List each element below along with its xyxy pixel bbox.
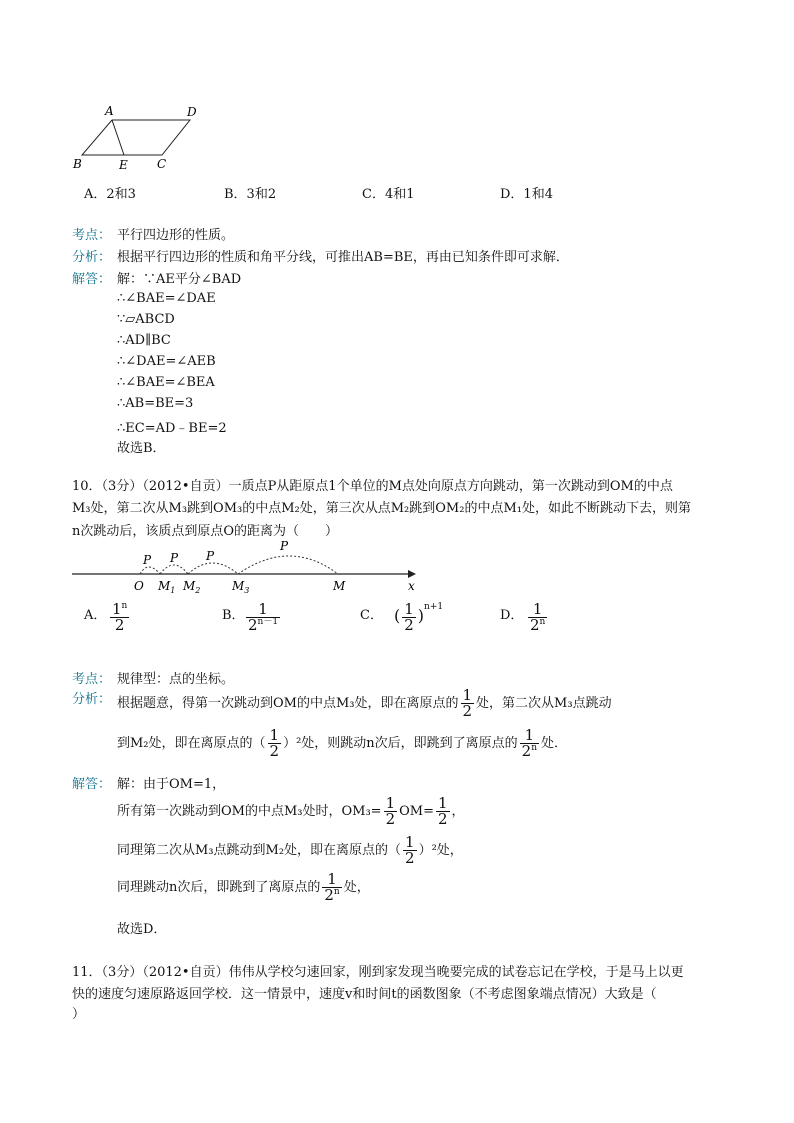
q10-option-d-letter: D． (500, 608, 524, 623)
q10-stem-line2: M₃处，第二次从M₃跳到OM₃的中点M₂处，第三次从点M₂跳到OM₂的中点M₁处，如此不断跳动下去，则第 (72, 501, 691, 516)
q10-solution-step3: 同理第二次从M₃点跳动到M₂处，即在离原点的（ $\frac{1}{2}$ ）²处， (117, 833, 463, 867)
q9-step: 解：∵AE平分∠BAD (117, 272, 242, 287)
segment-ae (112, 120, 124, 155)
label-p: P (280, 539, 289, 553)
q10-option-b-letter: B． (222, 608, 245, 623)
parallelogram-outline (82, 120, 190, 155)
jump-arc-2 (160, 565, 188, 574)
label-o: O (134, 579, 144, 593)
number-line-figure (70, 538, 430, 598)
q11-stem-line1: 11．（3分）（2012•自贡）伟伟从学校匀速回家，刚到家发现当晚要完成的试卷忘记在学校，于是马上以更 (72, 965, 684, 980)
label-p: P (206, 549, 215, 563)
q10-stem-line3: n次跳动后，该质点到原点O的距离为（ ） (72, 524, 339, 539)
q10-option-c-letter: C． (360, 608, 383, 623)
label-p: P (143, 553, 152, 567)
q10-fenxi-tag: 分析： (72, 692, 112, 707)
q9-jieda-tag: 解答： (72, 272, 112, 287)
label-e: E (119, 158, 128, 172)
q10-jieda-tag: 解答： (72, 777, 112, 792)
q10-option-d: $\frac{1}{2^n}$ (530, 600, 546, 634)
q9-kaodian: 平行四边形的性质。 (117, 228, 235, 243)
q10-kaodian: 规律型：点的坐标。 (117, 672, 235, 687)
q10-solution-step4: 同理跳动n次后，即跳到了离原点的 $\frac{1}{2^n}$ 处， (117, 870, 370, 904)
x-axis-arrow (408, 570, 416, 578)
q10-solution-step5: 故选D． (117, 922, 167, 937)
q10-option-a: $\frac{1^n}{2}$ (112, 600, 128, 634)
q9-fenxi-tag: 分析： (72, 250, 112, 265)
label-b: B (73, 157, 82, 171)
label-x: x (408, 579, 415, 593)
q10-fenxi-line2: 到M₂处，即在离原点的（ $\frac{1}{2}$ ）²处，则跳动n次后，即跳到了离原点的 $\frac{1}{2^n}$ 处． (117, 726, 568, 760)
parallelogram-figure (70, 102, 200, 172)
q10-fenxi-line1: 根据题意，得第一次跳动到OM的中点M₃处，即在离原点的 $\frac{1}{2}$ 处，第二次从M₃点跳动 (117, 686, 612, 720)
label-p: P (170, 551, 179, 565)
q9-option-a: A．2和3 (84, 187, 136, 202)
jump-arc-3 (188, 563, 238, 574)
q9-step: ∴∠DAE=∠AEB (117, 354, 216, 369)
label-m3: $M_3$ (232, 579, 250, 595)
q10-stem-line1: 10．（3分）（2012•自贡）一质点P从距原点1个单位的M点处向原点方向跳动，第一次跳动到OM的中点 (72, 479, 673, 494)
q9-step: ∴AD∥BC (117, 333, 171, 348)
label-m2: $M_2$ (183, 579, 201, 595)
q10-solution-step1: 解：由于OM=1， (117, 777, 226, 792)
q10-option-a-letter: A． (84, 608, 107, 623)
jump-arc-4 (238, 556, 338, 574)
q9-step: 故选B． (117, 441, 166, 456)
q9-step: ∴∠BAE=∠DAE (117, 291, 216, 306)
q9-fenxi: 根据平行四边形的性质和角平分线，可推出AB=BE，再由已知条件即可求解． (117, 250, 569, 265)
q10-kaodian-tag: 考点： (72, 672, 112, 687)
q9-step: ∴EC=AD﹣BE=2 (117, 421, 227, 436)
q11-stem-line2: 快的速度匀速原路返回学校．这一情景中，速度v和时间t的函数图象（不考虑图象端点情况）大致是（ (72, 987, 657, 1002)
q10-option-c: ( $\frac{1}{2}$ )$^{n+1}$ (394, 600, 444, 634)
q9-option-c: C．4和1 (362, 187, 415, 202)
jump-arc-1 (140, 567, 160, 574)
q9-step: ∴∠BAE=∠BEA (117, 375, 215, 390)
q9-option-d: D．1和4 (500, 187, 553, 202)
label-m1: $M_1$ (158, 579, 176, 595)
q9-option-b: B．3和2 (224, 187, 277, 202)
q10-solution-step2: 所有第一次跳动到OM的中点M₃处时，OM₃= $\frac{1}{2}$ OM= $\frac{1}{2}$ ， (117, 794, 465, 828)
q11-stem-line3: ） (72, 1007, 86, 1022)
q9-step: ∴AB=BE=3 (117, 396, 194, 411)
q9-kaodian-tag: 考点： (72, 228, 112, 243)
q10-option-b: $\frac{1}{2^{n-1}}$ (248, 600, 279, 634)
label-c: C (157, 157, 167, 171)
label-a: A (105, 104, 114, 118)
q9-step: ∵▱ABCD (117, 312, 175, 327)
label-m: M (333, 579, 346, 593)
label-d: D (187, 105, 197, 119)
